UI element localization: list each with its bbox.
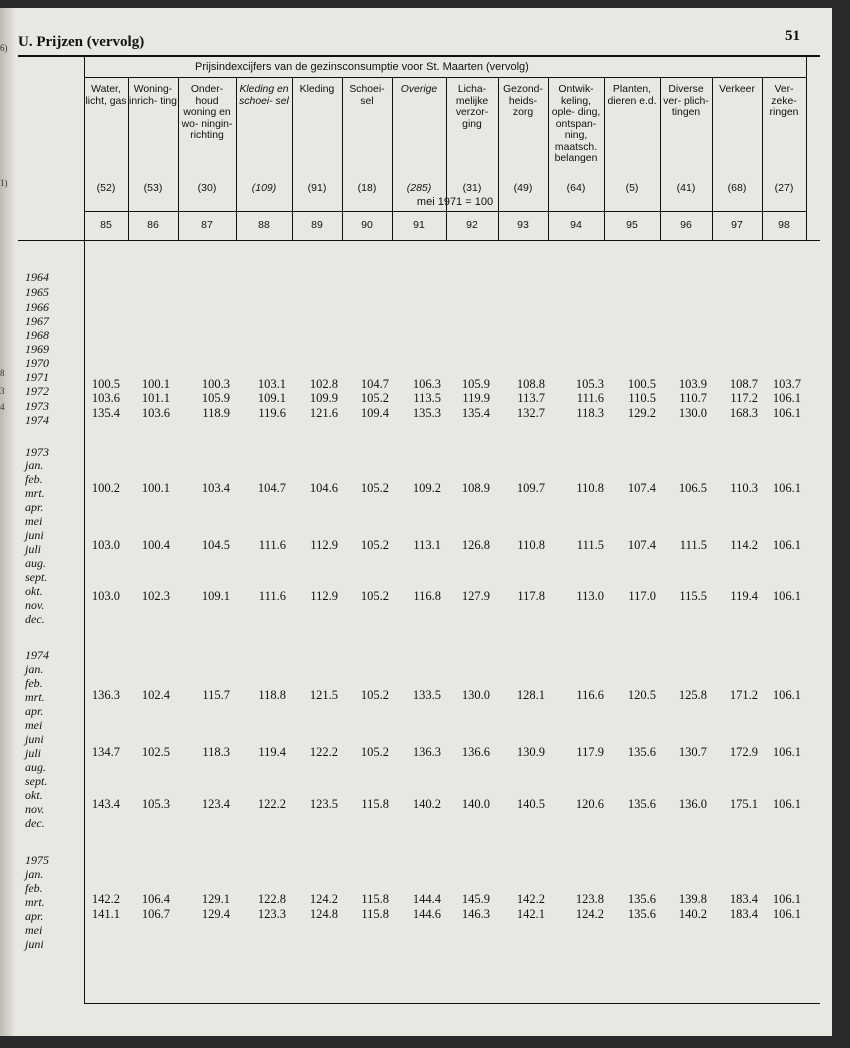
table-cell: 100.1 bbox=[141, 481, 170, 495]
table-cell: 135.4 bbox=[91, 406, 120, 420]
column-header: Diverse ver- plich- tingen bbox=[663, 84, 709, 118]
table-cell: 140.2 bbox=[412, 797, 441, 811]
column-header: Kleding bbox=[299, 84, 335, 95]
table-cell: 116.8 bbox=[413, 589, 441, 603]
column-header: Planten, dieren e.d. bbox=[607, 84, 657, 107]
table-cell: 119.4 bbox=[730, 589, 758, 603]
table-cell: 105.9 bbox=[461, 377, 490, 391]
table-cell: 106.1 bbox=[772, 892, 801, 906]
table-cell: 123.8 bbox=[575, 892, 604, 906]
table-cell: 105.2 bbox=[360, 481, 389, 495]
table-cell: 102.5 bbox=[141, 745, 170, 759]
table-cell: 136.3 bbox=[91, 688, 120, 702]
table-cell: 106.1 bbox=[772, 688, 801, 702]
row-label: mrt. bbox=[25, 690, 45, 704]
table-cell: 135.4 bbox=[461, 406, 490, 420]
table-cell: 100.1 bbox=[141, 377, 170, 391]
row-label: jan. bbox=[25, 458, 44, 472]
table-cell: 119.6 bbox=[258, 406, 286, 420]
row-label: 1968 bbox=[25, 328, 49, 342]
row-label: 1967 bbox=[25, 314, 49, 328]
column-weight: (68) bbox=[727, 182, 747, 194]
table-cell: 118.9 bbox=[202, 406, 230, 420]
table-cell: 106.1 bbox=[772, 589, 801, 603]
row-label: juni bbox=[25, 732, 44, 746]
table-cell: 144.4 bbox=[412, 892, 441, 906]
table-cell: 119.4 bbox=[258, 745, 286, 759]
column-separator bbox=[712, 77, 713, 240]
table-cell: 122.8 bbox=[257, 892, 286, 906]
table-cell: 142.2 bbox=[516, 892, 545, 906]
table-cell: 128.1 bbox=[516, 688, 545, 702]
row-label: aug. bbox=[25, 556, 46, 570]
row-label: 1974 bbox=[25, 413, 49, 427]
table-cell: 100.5 bbox=[627, 377, 656, 391]
table-cell: 106.1 bbox=[772, 406, 801, 420]
table-cell: 104.6 bbox=[309, 481, 338, 495]
column-weight: (30) bbox=[197, 182, 217, 194]
column-number: 90 bbox=[361, 219, 373, 231]
table-cell: 135.6 bbox=[627, 745, 656, 759]
row-label: mei bbox=[25, 718, 43, 732]
table-cell: 122.2 bbox=[257, 797, 286, 811]
table-cell: 135.3 bbox=[412, 406, 441, 420]
table-cell: 103.1 bbox=[257, 377, 286, 391]
table-cell: 105.2 bbox=[360, 538, 389, 552]
table-cell: 135.6 bbox=[627, 892, 656, 906]
table-cell: 126.8 bbox=[461, 538, 490, 552]
row-label: mrt. bbox=[25, 895, 45, 909]
column-number: 88 bbox=[258, 219, 270, 231]
colnum-rule bbox=[18, 240, 820, 241]
table-cell: 108.7 bbox=[729, 377, 758, 391]
page-title: U. Prijzen (vervolg) bbox=[18, 34, 145, 50]
table-cell: 140.2 bbox=[678, 907, 707, 921]
row-label: sept. bbox=[25, 570, 48, 584]
margin-mark: 8 bbox=[0, 368, 5, 378]
column-weight: (285) bbox=[406, 182, 432, 194]
table-cell: 118.3 bbox=[202, 745, 230, 759]
table-cell: 115.7 bbox=[202, 688, 230, 702]
table-cell: 135.6 bbox=[627, 797, 656, 811]
table-cell: 113.1 bbox=[413, 538, 441, 552]
row-label: mei bbox=[25, 514, 43, 528]
row-label: 1964 bbox=[25, 270, 49, 284]
column-number: 93 bbox=[517, 219, 529, 231]
table-cell: 122.2 bbox=[309, 745, 338, 759]
row-label: juni bbox=[25, 937, 44, 951]
table-cell: 109.7 bbox=[516, 481, 545, 495]
table-cell: 111.6 bbox=[258, 589, 286, 603]
top-rule bbox=[18, 55, 820, 57]
table-cell: 108.8 bbox=[516, 377, 545, 391]
column-number: 98 bbox=[778, 219, 790, 231]
table-cell: 121.6 bbox=[309, 406, 338, 420]
row-label: dec. bbox=[25, 612, 45, 626]
table-cell: 111.6 bbox=[258, 538, 286, 552]
table-cell: 130.0 bbox=[461, 688, 490, 702]
row-label: dec. bbox=[25, 816, 45, 830]
table-cell: 105.3 bbox=[141, 797, 170, 811]
table-cell: 168.3 bbox=[729, 406, 758, 420]
row-label: feb. bbox=[25, 881, 43, 895]
table-cell: 111.5 bbox=[679, 538, 707, 552]
document-page bbox=[0, 8, 832, 1036]
table-cell: 120.5 bbox=[627, 688, 656, 702]
row-label: juli bbox=[25, 746, 42, 760]
column-weight: (5) bbox=[625, 182, 639, 194]
row-label: apr. bbox=[25, 909, 44, 923]
page-number: 51 bbox=[785, 28, 800, 44]
column-number: 87 bbox=[201, 219, 213, 231]
column-header: Kleding en schoei- sel bbox=[239, 84, 289, 107]
table-cell: 172.9 bbox=[729, 745, 758, 759]
table-cell: 136.0 bbox=[678, 797, 707, 811]
margin-mark: 1) bbox=[0, 178, 8, 188]
column-header: Schoei- sel bbox=[349, 84, 385, 107]
row-label: okt. bbox=[25, 584, 43, 598]
table-cell: 114.2 bbox=[730, 538, 758, 552]
table-cell: 100.2 bbox=[91, 481, 120, 495]
table-cell: 129.2 bbox=[627, 406, 656, 420]
binding-spine bbox=[0, 8, 14, 1036]
table-cell: 110.7 bbox=[679, 391, 707, 405]
column-number: 89 bbox=[311, 219, 323, 231]
table-cell: 129.4 bbox=[201, 907, 230, 921]
table-cell: 142.2 bbox=[91, 892, 120, 906]
table-cell: 104.7 bbox=[360, 377, 389, 391]
column-header: Woning- inrich- ting bbox=[129, 84, 177, 107]
bottom-rule bbox=[84, 1003, 820, 1004]
table-cell: 117.8 bbox=[517, 589, 545, 603]
table-cell: 101.1 bbox=[141, 391, 170, 405]
table-cell: 171.2 bbox=[729, 688, 758, 702]
table-cell: 100.4 bbox=[141, 538, 170, 552]
column-header: Verkeer bbox=[719, 84, 755, 95]
column-weight: (41) bbox=[676, 182, 696, 194]
row-label: 1970 bbox=[25, 356, 49, 370]
margin-mark: 6) bbox=[0, 43, 8, 53]
table-cell: 107.4 bbox=[627, 481, 656, 495]
stub-rule bbox=[84, 55, 85, 1003]
column-number: 94 bbox=[570, 219, 582, 231]
table-cell: 103.6 bbox=[91, 391, 120, 405]
table-cell: 112.9 bbox=[310, 589, 338, 603]
column-number: 97 bbox=[731, 219, 743, 231]
table-cell: 136.6 bbox=[461, 745, 490, 759]
column-weight: (91) bbox=[307, 182, 327, 194]
row-label: 1973 bbox=[25, 399, 49, 413]
table-cell: 105.2 bbox=[360, 391, 389, 405]
row-label: 1966 bbox=[25, 300, 49, 314]
table-cell: 125.8 bbox=[678, 688, 707, 702]
table-cell: 112.9 bbox=[310, 538, 338, 552]
table-cell: 115.8 bbox=[361, 892, 389, 906]
column-weight: (27) bbox=[774, 182, 794, 194]
table-cell: 124.8 bbox=[309, 907, 338, 921]
row-label: apr. bbox=[25, 704, 44, 718]
table-cell: 124.2 bbox=[309, 892, 338, 906]
table-cell: 106.1 bbox=[772, 481, 801, 495]
column-number: 92 bbox=[466, 219, 478, 231]
row-label: apr. bbox=[25, 500, 44, 514]
column-number: 95 bbox=[626, 219, 638, 231]
column-header: Licha- melijke verzor- ging bbox=[455, 84, 489, 130]
table-cell: 100.3 bbox=[201, 377, 230, 391]
row-label: 1971 bbox=[25, 370, 49, 384]
row-label: okt. bbox=[25, 788, 43, 802]
table-cell: 135.6 bbox=[627, 907, 656, 921]
table-cell: 115.8 bbox=[361, 797, 389, 811]
row-label: jan. bbox=[25, 867, 44, 881]
table-cell: 102.4 bbox=[141, 688, 170, 702]
table-cell: 109.4 bbox=[360, 406, 389, 420]
table-cell: 123.4 bbox=[201, 797, 230, 811]
table-cell: 102.3 bbox=[141, 589, 170, 603]
table-cell: 100.5 bbox=[91, 377, 120, 391]
row-label: juli bbox=[25, 542, 42, 556]
table-cell: 109.1 bbox=[201, 589, 230, 603]
margin-mark: 4 bbox=[0, 402, 5, 412]
table-cell: 136.3 bbox=[412, 745, 441, 759]
column-weight: (18) bbox=[357, 182, 377, 194]
table-cell: 103.6 bbox=[141, 406, 170, 420]
column-number: 96 bbox=[680, 219, 692, 231]
column-separator bbox=[292, 77, 293, 240]
column-header: Gezond- heids- zorg bbox=[503, 84, 543, 118]
row-label: aug. bbox=[25, 760, 46, 774]
column-weight: (53) bbox=[143, 182, 163, 194]
table-cell: 133.5 bbox=[412, 688, 441, 702]
table-cell: 141.1 bbox=[91, 907, 120, 921]
table-cell: 139.8 bbox=[678, 892, 707, 906]
table-cell: 115.5 bbox=[679, 589, 707, 603]
table-cell: 142.1 bbox=[516, 907, 545, 921]
table-cell: 123.5 bbox=[309, 797, 338, 811]
column-number: 85 bbox=[100, 219, 112, 231]
column-number: 91 bbox=[413, 219, 425, 231]
column-weight: (64) bbox=[566, 182, 586, 194]
table-cell: 124.2 bbox=[575, 907, 604, 921]
table-cell: 110.8 bbox=[517, 538, 545, 552]
table-cell: 111.5 bbox=[576, 538, 604, 552]
row-label: feb. bbox=[25, 472, 43, 486]
table-cell: 120.6 bbox=[575, 797, 604, 811]
table-cell: 106.1 bbox=[772, 538, 801, 552]
table-cell: 134.7 bbox=[91, 745, 120, 759]
table-cell: 105.2 bbox=[360, 745, 389, 759]
table-cell: 183.4 bbox=[729, 907, 758, 921]
table-cell: 110.5 bbox=[628, 391, 656, 405]
row-label: jan. bbox=[25, 662, 44, 676]
table-cell: 109.9 bbox=[309, 391, 338, 405]
column-number: 86 bbox=[147, 219, 159, 231]
table-cell: 116.6 bbox=[576, 688, 604, 702]
row-label: nov. bbox=[25, 598, 45, 612]
table-cell: 140.5 bbox=[516, 797, 545, 811]
table-cell: 123.3 bbox=[257, 907, 286, 921]
table-cell: 118.8 bbox=[258, 688, 286, 702]
table-cell: 103.4 bbox=[201, 481, 230, 495]
row-label: juni bbox=[25, 528, 44, 542]
table-cell: 117.9 bbox=[576, 745, 604, 759]
row-label: 1974 bbox=[25, 648, 49, 662]
table-cell: 117.0 bbox=[628, 589, 656, 603]
table-cell: 105.9 bbox=[201, 391, 230, 405]
table-cell: 113.7 bbox=[517, 391, 545, 405]
table-cell: 111.6 bbox=[576, 391, 604, 405]
table-cell: 108.9 bbox=[461, 481, 490, 495]
row-label: sept. bbox=[25, 774, 48, 788]
column-weight: (31) bbox=[462, 182, 482, 194]
column-weight: (109) bbox=[251, 182, 277, 194]
table-cell: 144.6 bbox=[412, 907, 441, 921]
table-cell: 103.0 bbox=[91, 538, 120, 552]
column-weight: (52) bbox=[96, 182, 116, 194]
table-cell: 106.3 bbox=[412, 377, 441, 391]
row-label: 1972 bbox=[25, 384, 49, 398]
table-cell: 106.1 bbox=[772, 797, 801, 811]
column-header: Water, licht, gas bbox=[85, 84, 127, 107]
row-label: 1969 bbox=[25, 342, 49, 356]
table-cell: 130.9 bbox=[516, 745, 545, 759]
margin-mark: 3 bbox=[0, 386, 5, 396]
table-cell: 103.9 bbox=[678, 377, 707, 391]
table-cell: 121.5 bbox=[309, 688, 338, 702]
table-cell: 105.3 bbox=[575, 377, 604, 391]
row-label: 1975 bbox=[25, 853, 49, 867]
table-cell: 106.1 bbox=[772, 745, 801, 759]
table-cell: 109.2 bbox=[412, 481, 441, 495]
table-cell: 106.1 bbox=[772, 391, 801, 405]
table-cell: 145.9 bbox=[461, 892, 490, 906]
table-cell: 118.3 bbox=[576, 406, 604, 420]
table-cell: 119.9 bbox=[462, 391, 490, 405]
table-cell: 103.0 bbox=[91, 589, 120, 603]
table-cell: 105.2 bbox=[360, 589, 389, 603]
row-label: feb. bbox=[25, 676, 43, 690]
column-header: Overige bbox=[400, 84, 438, 95]
table-cell: 106.7 bbox=[141, 907, 170, 921]
baseline-rule bbox=[84, 211, 806, 212]
row-label: mrt. bbox=[25, 486, 45, 500]
row-label: 1965 bbox=[25, 285, 49, 299]
column-weight: (49) bbox=[513, 182, 533, 194]
table-cell: 113.0 bbox=[576, 589, 604, 603]
table-cell: 109.1 bbox=[257, 391, 286, 405]
table-cell: 107.4 bbox=[627, 538, 656, 552]
index-baseline: mei 1971 = 100 bbox=[416, 196, 494, 208]
table-cell: 183.4 bbox=[729, 892, 758, 906]
table-cell: 175.1 bbox=[729, 797, 758, 811]
column-header: Ver- zeke- ringen bbox=[769, 84, 799, 118]
row-label: nov. bbox=[25, 802, 45, 816]
table-cell: 103.7 bbox=[772, 377, 801, 391]
table-cell: 143.4 bbox=[91, 797, 120, 811]
table-cell: 127.9 bbox=[461, 589, 490, 603]
table-cell: 146.3 bbox=[461, 907, 490, 921]
caption-rule bbox=[84, 77, 806, 78]
table-cell: 106.4 bbox=[141, 892, 170, 906]
right-rule bbox=[806, 55, 807, 241]
table-cell: 117.2 bbox=[730, 391, 758, 405]
table-cell: 104.5 bbox=[201, 538, 230, 552]
table-cell: 105.2 bbox=[360, 688, 389, 702]
table-cell: 140.0 bbox=[461, 797, 490, 811]
row-label: 1973 bbox=[25, 445, 49, 459]
column-header: Onder- houd woning en wo- ningin- richting bbox=[181, 84, 233, 141]
table-cell: 102.8 bbox=[309, 377, 338, 391]
table-cell: 113.5 bbox=[413, 391, 441, 405]
table-cell: 130.7 bbox=[678, 745, 707, 759]
column-separator bbox=[392, 77, 393, 240]
table-cell: 132.7 bbox=[516, 406, 545, 420]
table-cell: 110.8 bbox=[576, 481, 604, 495]
table-cell: 130.0 bbox=[678, 406, 707, 420]
column-header: Ontwik- keling, ople- ding, ontspan- ning, maatsch. belangen bbox=[551, 84, 601, 164]
table-cell: 110.3 bbox=[730, 481, 758, 495]
table-cell: 106.1 bbox=[772, 907, 801, 921]
table-cell: 104.7 bbox=[257, 481, 286, 495]
table-cell: 129.1 bbox=[201, 892, 230, 906]
row-label: mei bbox=[25, 923, 43, 937]
table-cell: 115.8 bbox=[361, 907, 389, 921]
table-cell: 106.5 bbox=[678, 481, 707, 495]
table-caption: Prijsindexcijfers van de gezinsconsumptie voor St. Maarten (vervolg) bbox=[195, 61, 529, 73]
